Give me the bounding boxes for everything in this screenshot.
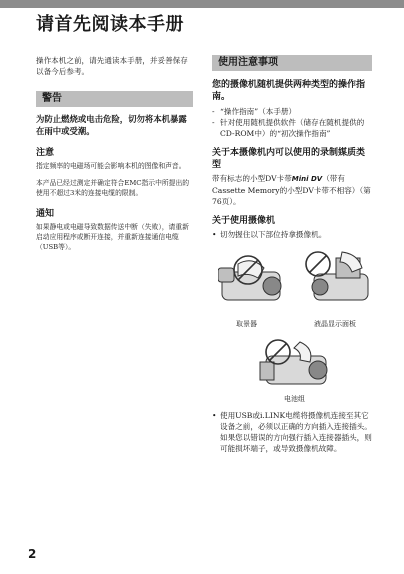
right-column [212, 55, 372, 240]
manuals-list [212, 106, 372, 139]
lcd-grip-illustration [306, 252, 368, 300]
battery-grip-illustration [256, 338, 342, 390]
page-title: 请首先阅读本手册 [36, 14, 184, 35]
caption-viewfinder: 取景器 [236, 320, 257, 328]
caution-text-2: 本产品已经过测定并确定符合EMC指示中所提出的使用不超过3米的连接电缆的限制。 [36, 179, 190, 197]
usb-list [212, 410, 372, 454]
left-column [36, 55, 193, 252]
notice-text: 如果静电或电磁导致数据传送中断（失败），请重新启动应用程序或断开连接，并重新连接通信电缆（USB等）。 [36, 223, 189, 251]
intro-text: 操作本机之前，请先通读本手册，并妥善保存以备今后参考。 [36, 56, 188, 76]
notice-heading: 通知 [36, 209, 55, 219]
page-number: 2 [28, 547, 37, 561]
caption-lcd: 液晶显示面板 [314, 320, 356, 328]
use-heading: 关于使用摄像机 [212, 216, 276, 226]
caution-heading: 注意 [36, 148, 55, 158]
cassette-heading: 关于本摄像机内可以使用的录制媒质类型 [212, 148, 366, 170]
viewfinder-grip-illustration [218, 256, 281, 300]
cassette-text-after: （带有Cassette Memory的小型DV卡带不相容）（第76页）。 [212, 174, 371, 206]
manuals-item-1: - “操作指南”（本手册） [212, 106, 372, 117]
caution-text-1: 指定频率的电磁场可能会影响本机的图像和声音。 [36, 162, 186, 170]
handling-illustrations [218, 250, 374, 318]
use-list [212, 229, 372, 240]
usb-item: • 使用USB或i.LINK电缆将摄像机连接至其它设备之前，必须以正确的方向插入连接插头。如果您以错误的方向强行插入连接器插头，则可能损坏端子，或导致摄像机故障。 [212, 410, 372, 454]
precautions-bar: 使用注意事项 [212, 55, 372, 71]
manuals-item-2: - 针对使用随机提供软件（储存在随机提供的CD-ROM中）的“初次操作指南” [212, 117, 372, 139]
cassette-text [212, 173, 372, 207]
header-bar [0, 0, 404, 8]
caption-battery: 电池组 [284, 395, 305, 403]
minidv-logo: Mini DV [291, 175, 323, 183]
cassette-text-before: 带有标志的小型DV卡带 [212, 174, 292, 183]
warning-bar: 警告 [36, 91, 193, 107]
use-item: • 切勿握住以下部位持拿摄像机。 [212, 229, 372, 240]
manuals-heading: 您的摄像机随机提供两种类型的操作指南。 [212, 80, 366, 102]
warning-text: 为防止燃烧或电击危险，切勿将本机暴露在雨中或受潮。 [36, 114, 187, 136]
